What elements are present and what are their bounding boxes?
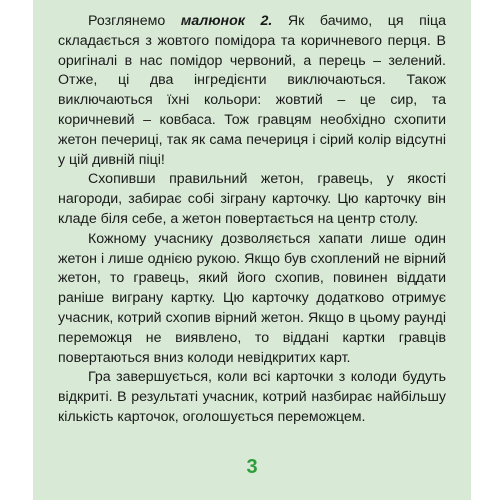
body-text [58,12,446,428]
page-number: 3 [246,456,258,478]
paragraph-1-start: Розглянемо [88,13,181,29]
paragraph-1-rest: Як бачимо, ця піца складається з жовтого помідора та коричневого перця. В оригіналі в нас помідор червоний, а перець – зелений. Отже, ці два інгредієнти виключаються. Також виключаються їхні кольори: жовтий – це сир, та коричневий – ковбаса. Тож гравцям необхідно схопити жетон печериці, так як сама печериця і сірий колір відсутні у цій дивній піці! [58,13,446,168]
paragraph-3: Кожному учаснику дозволяється хапати лише один жетон і лише однією рукою. Якщо був схоплений не вірний жетон, то гравець, який його схопив, повинен віддати раніше виграну картку. Цю карточку додатково отримує учасник, котрий схопив вірний жетон. Якщо в цьому раунді переможця не виявлено, то віддані картки гравців повертаються вниз колоди невідкритих карт. [58,230,446,366]
paragraph-4: Гра завершується, коли всі карточки з колоди будуть відкриті. В результаті учасник, котрий назбирає найбільшу кількість карточок, оголошується переможцем. [58,369,446,425]
book-page [33,0,471,500]
paragraph-2: Схопивши правильний жетон, гравець, у якості нагороди, забирає собі зіграну карточку. Цю карточку він кладе біля себе, а жетон повертається на центр столу. [58,171,446,227]
paragraph-1 [58,12,446,170]
figure-reference: малюнок 2. [180,13,273,29]
